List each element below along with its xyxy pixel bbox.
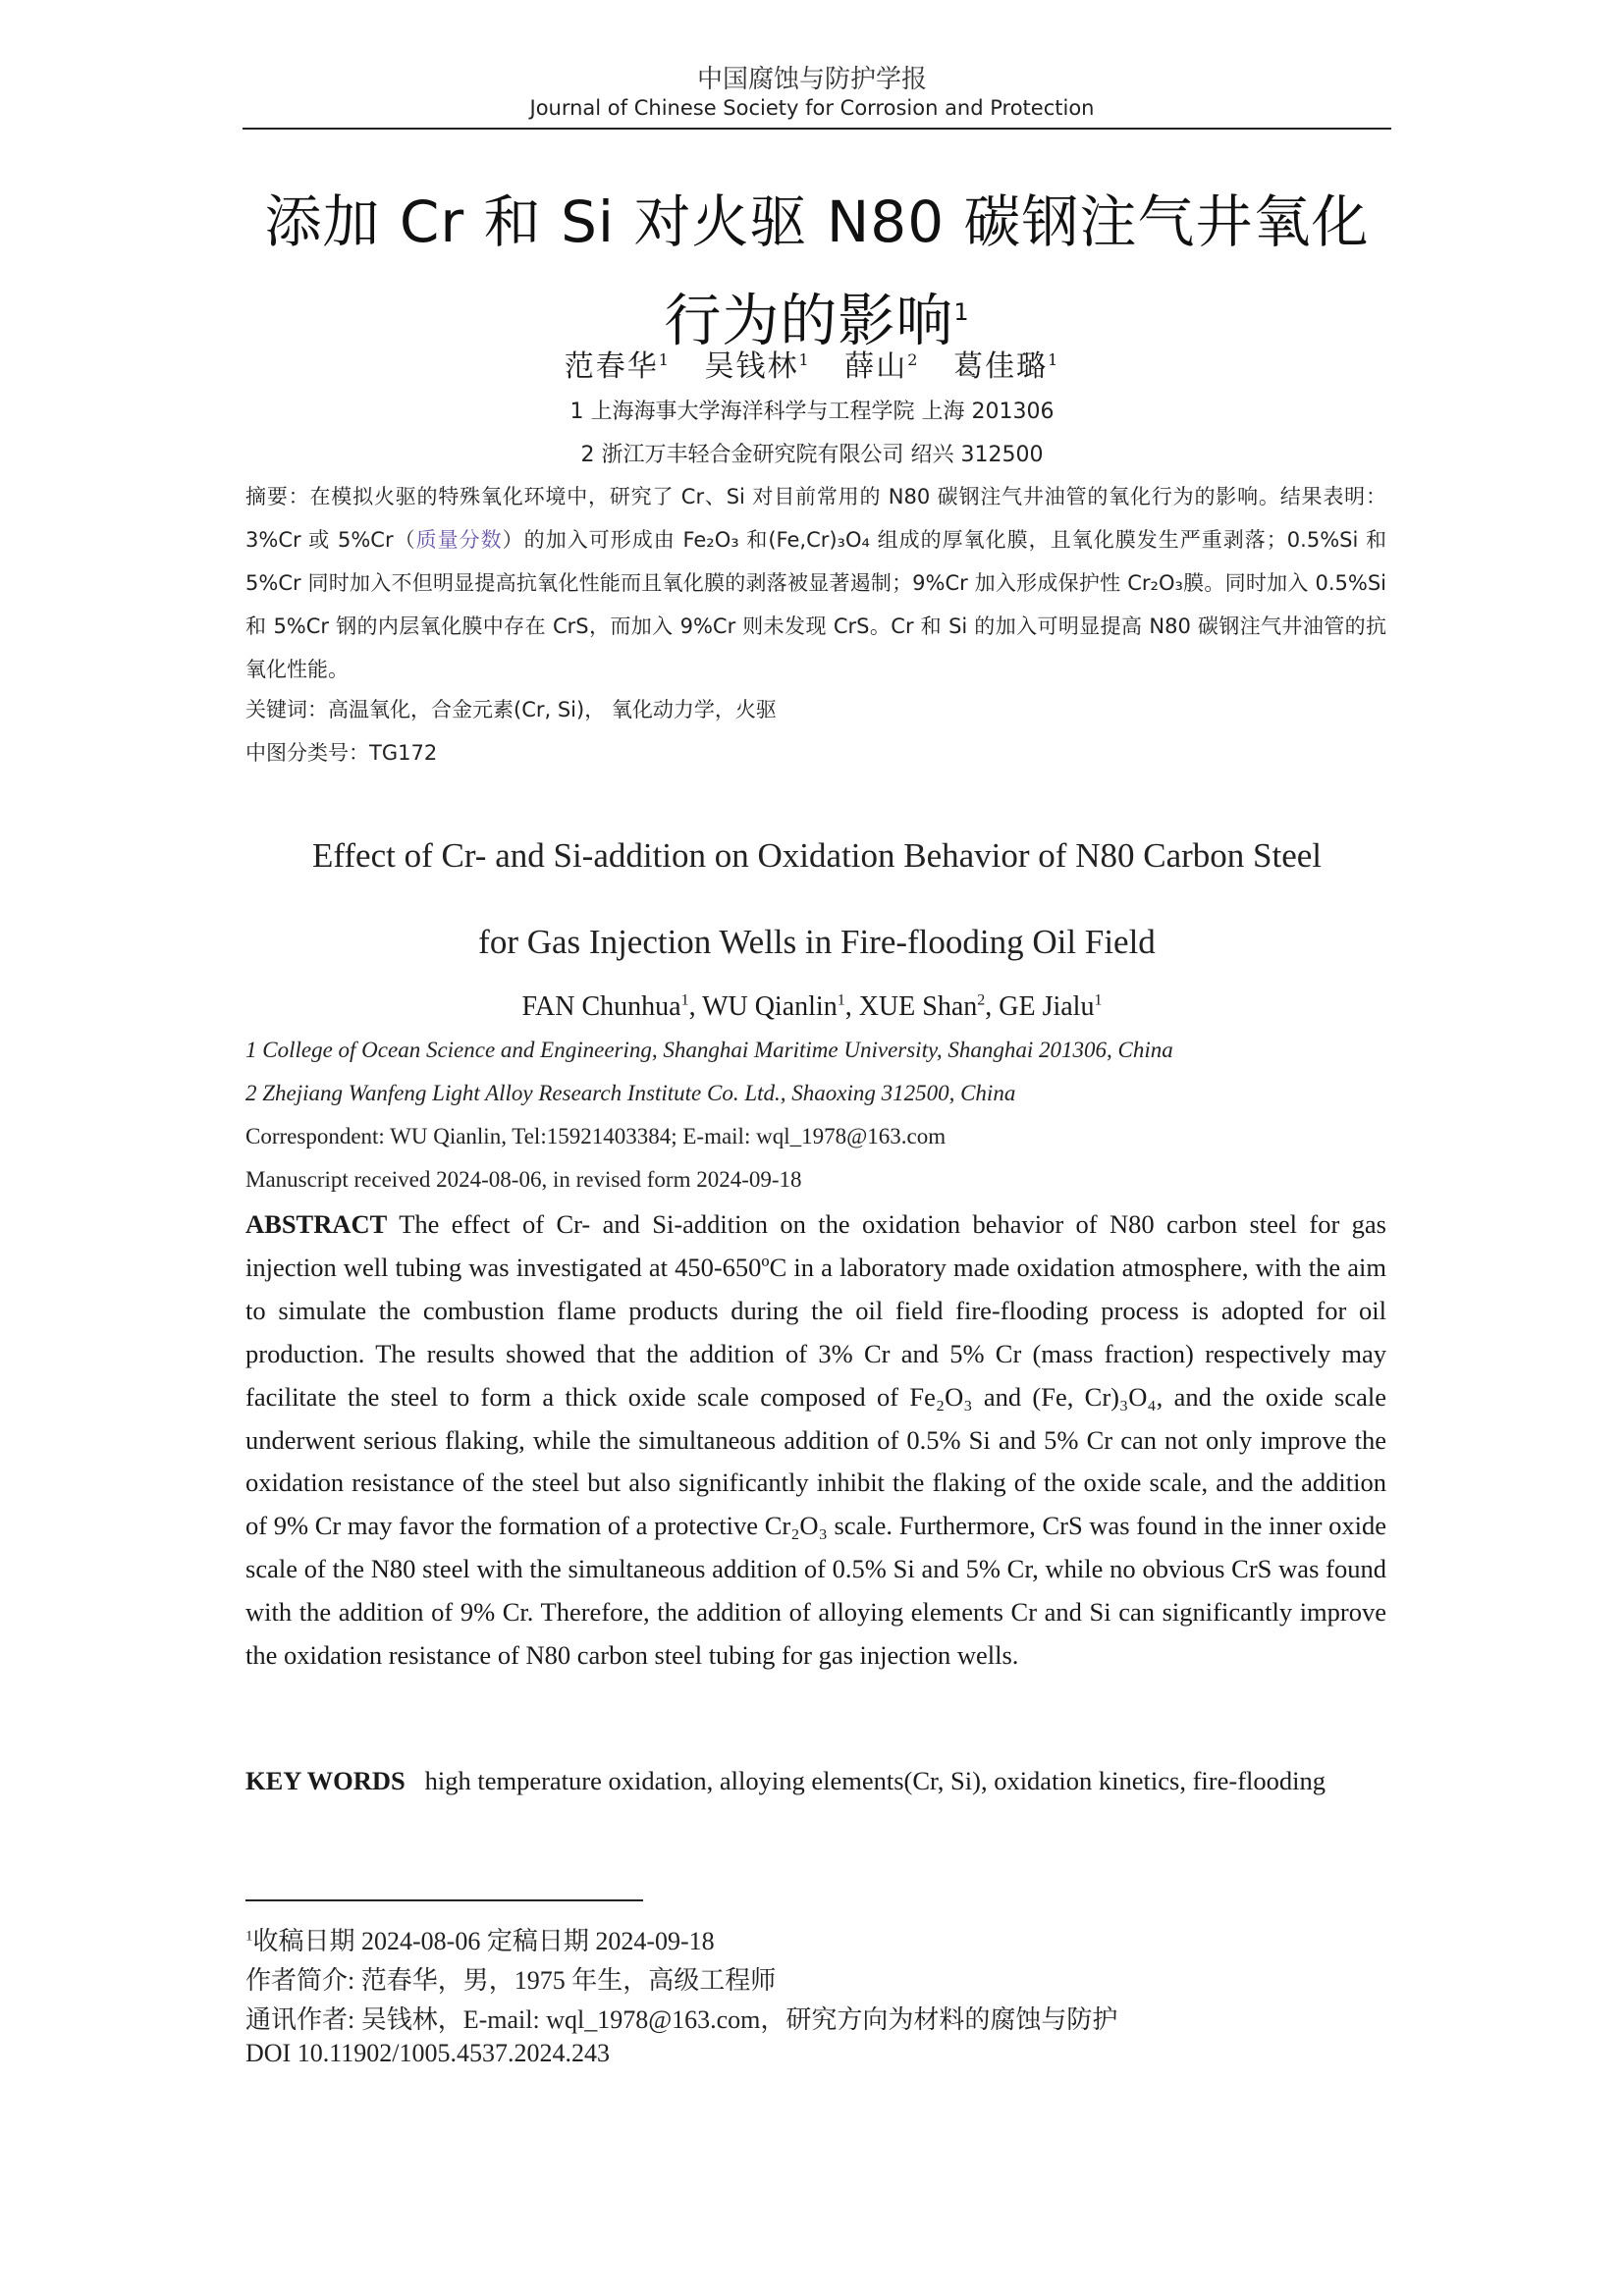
footnote-author-bio: 作者简介: 范春华，男，1975 年生，高级工程师 — [245, 1966, 777, 1995]
abstract-en — [245, 1203, 1386, 1678]
title-cn-line2: 行为的影响$^1$ — [664, 287, 970, 354]
author-list-en: FAN Chunhua$^1$, WU Qianlin$^1$, XUE Shan$^2$, GE Jialu$^1$ — [521, 991, 1103, 1022]
abstract-label: ABSTRACT — [245, 1209, 388, 1239]
footnote-divider — [245, 1899, 643, 1901]
mass-fraction-term: 质量分数 — [415, 528, 503, 552]
footnote-contact: 通讯作者: 吴钱林，E-mail: wql_1978@163.com，研究方向为材料的腐蚀与防护 — [245, 2005, 1118, 2034]
author-en: XUE Shan — [858, 991, 978, 1022]
paper-title-en-line1: Effect of Cr- and Si-addition on Oxidation Behavior of N80 Carbon Steel — [311, 836, 1323, 875]
journal-name-cn: 中国腐蚀与防护学报 — [696, 65, 927, 94]
abstract-text: The effect of Cr- and Si-addition on the oxidation behavior of N80 carbon steel for gas injection well tubing was investigated at 450-650ºC in a laboratory made oxidation atmosphere, with the aim to simulate the combustion flame products during the oil field fire-flooding process is adopted for oil production. The results showed that the addition of 3% Cr and 5% Cr (mass fraction) respectively may facilitate the steel to form a thick oxide scale composed of Fe₂O₃ and (Fe, Cr)₃O₄, and the oxide scale underwent serious flaking, while the simultaneous addition of 0.5% Si and 5% Cr can not only improve the oxidation resistance of the steel but also significantly inhibit the flaking of the oxide scale, and the addition of 9% Cr may favor the formation of a protective Cr₂O₃ scale. Furthermore, CrS was found in the inner oxide scale of the N80 steel with the simultaneous addition of 0.5% Si and 5% Cr, while no obvious CrS was found with the addition of 9% Cr. Therefore, the addition of alloying elements Cr and Si can significantly improve the oxidation resistance of N80 carbon steel tubing for gas injection wells. — [245, 1209, 1386, 1671]
affiliation-en-1: 1 College of Ocean Science and Engineering, Shanghai Maritime University, Shanghai 201306, China — [245, 1038, 1173, 1062]
paper-title-en-line2: for Gas Injection Wells in Fire-flooding Oil Field — [478, 923, 1156, 961]
author-cn: 薛山 — [844, 349, 908, 384]
paper-title-cn — [243, 177, 1391, 365]
affiliation-cn-1: 1 上海海事大学海洋科学与工程学院 上海 201306 — [569, 400, 1055, 424]
journal-name-en: Journal of Chinese Society for Corrosion and Protection — [529, 96, 1095, 120]
manuscript-dates: Manuscript received 2024-08-06, in revised form 2024-09-18 — [245, 1167, 802, 1192]
header-divider — [243, 128, 1391, 130]
title-footnote-mark: 1 — [953, 298, 970, 326]
author-en: WU Qianlin — [702, 991, 838, 1022]
keywords-cn: 关键词：高温氧化，合金元素(Cr, Si)， 氧化动力学，火驱 — [245, 698, 777, 721]
footnote-received: $^1$收稿日期 2024-08-06 定稿日期 2024-09-18 — [245, 1927, 715, 1955]
author-cn: 吴钱林 — [704, 349, 799, 384]
keywords-en — [245, 1759, 1386, 1802]
footnote-doi: DOI 10.11902/1005.4537.2024.243 — [245, 2039, 610, 2067]
keywords-label: KEY WORDS — [245, 1766, 406, 1795]
clc-number: 中图分类号：TG172 — [245, 741, 438, 765]
author-en: GE Jialu — [999, 991, 1095, 1022]
keywords-text: high temperature oxidation, alloying elements(Cr, Si), oxidation kinetics, fire-flooding — [424, 1766, 1326, 1795]
author-en: FAN Chunhua — [521, 991, 681, 1022]
author-list-cn: 范春华$^1$ 吴钱林$^1$ 薛山$^2$ 葛佳璐$^1$ — [564, 349, 1060, 384]
title-cn-line1: 添加 Cr 和 Si 对火驱 N80 碳钢注气井氧化 — [264, 188, 1370, 255]
author-cn: 范春华 — [564, 349, 659, 384]
affiliation-cn-2: 2 浙江万丰轻合金研究院有限公司 绍兴 312500 — [580, 443, 1044, 467]
abstract-cn: 摘要：在模拟火驱的特殊氧化环境中，研究了 Cr、Si 对目前常用的 N80 碳钢注气井油管的氧化行为的影响。结果表明：3%Cr 或 5%Cr（质量分数）的加入可形成由 Fe₂O₃ 和(Fe,Cr)₃O₄ 组成的厚氧化膜，且氧化膜发生严重剥落；0.5%Si 和 5%Cr 同时加入不但明显提高抗氧化性能而且氧化膜的剥落被显著遏制；9%Cr 加入形成保护性 Cr₂O₃膜。同时加入 0.5%Si 和 5%Cr 钢的内层氧化膜中存在 CrS，而加入 9%Cr 则未发现 CrS。Cr 和 Si 的加入可明显提高 N80 碳钢注气井油管的抗氧化性能。 — [245, 485, 1386, 681]
affiliation-en-2: 2 Zhejiang Wanfeng Light Alloy Research Institute Co. Ltd., Shaoxing 312500, China — [245, 1081, 1016, 1105]
author-cn: 葛佳璐 — [953, 349, 1049, 384]
correspondent-line: Correspondent: WU Qianlin, Tel:15921403384; E-mail: wql_1978@163.com — [245, 1124, 947, 1148]
